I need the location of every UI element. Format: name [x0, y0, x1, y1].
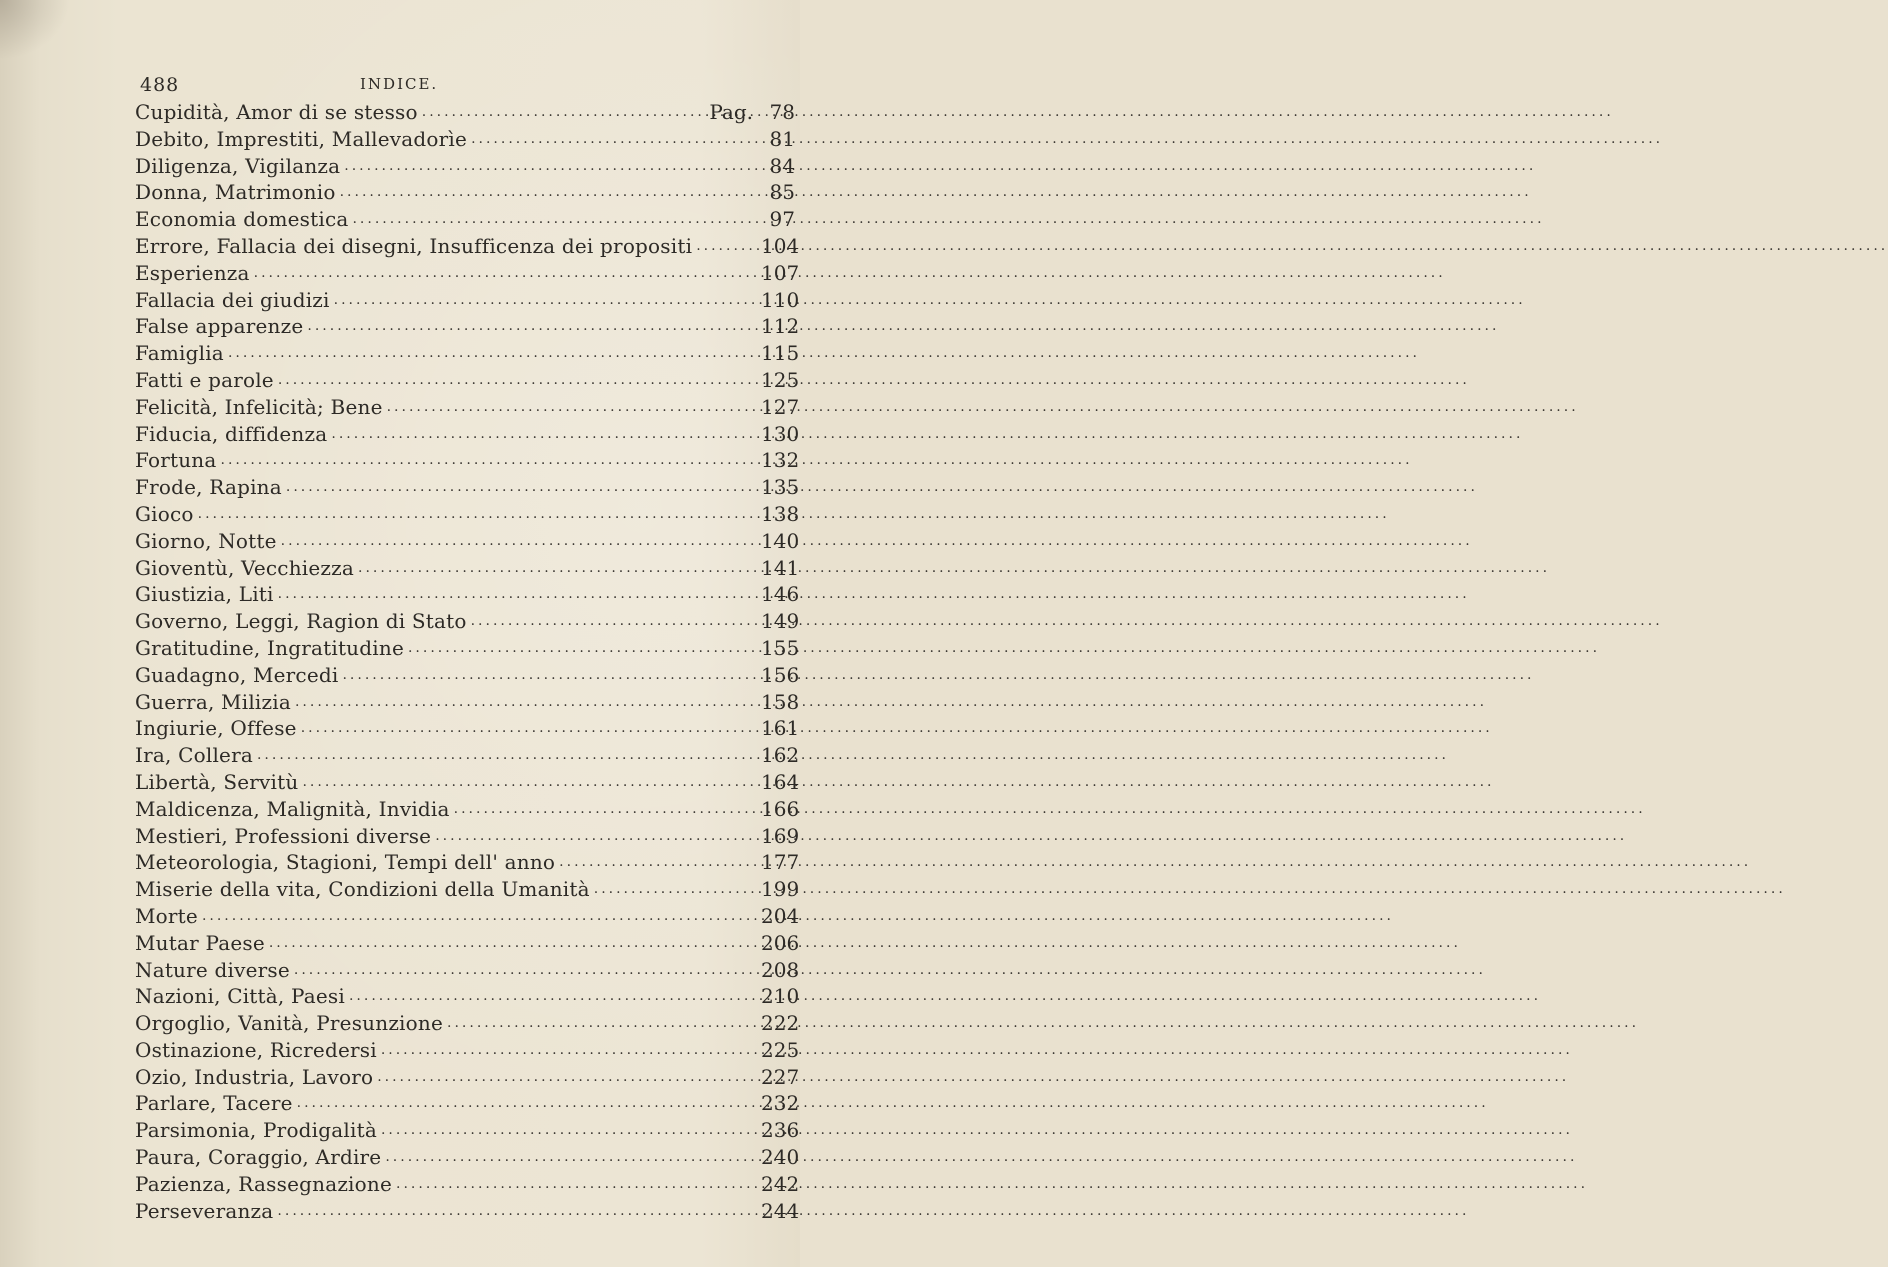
toc-entry: [135, 769, 800, 796]
table-of-contents: [135, 99, 800, 1224]
entry-title: Morte: [135, 903, 198, 928]
toc-entry: [135, 823, 800, 850]
entry-page-number: 177: [761, 850, 800, 875]
entry-page-number: 85: [769, 180, 795, 205]
entry-title: Miserie della vita, Condizioni della Umanità: [135, 877, 590, 902]
toc-entry: [135, 153, 795, 180]
toc-entry: [135, 501, 800, 528]
toc-entry: [135, 930, 800, 957]
entry-page-number: 169: [761, 823, 800, 848]
entry-page-number: 112: [761, 314, 800, 339]
entry-page-number: 225: [761, 1037, 800, 1062]
dot-leader: [269, 930, 757, 957]
dot-leader: [344, 153, 757, 180]
entry-title: Guadagno, Mercedi: [135, 662, 339, 687]
entry-page-number: 162: [761, 743, 800, 768]
entry-title: Ozio, Industria, Lavoro: [135, 1064, 374, 1089]
toc-entry: [135, 474, 800, 501]
entry-page-number: 164: [761, 769, 800, 794]
entry-page-number: 110: [761, 287, 800, 312]
entry-title: Felicità, Infelicità; Bene: [135, 394, 383, 419]
toc-entry: [135, 581, 800, 608]
entry-page-number: 78: [769, 100, 795, 124]
toc-entry: [135, 715, 800, 742]
dot-leader: [454, 796, 757, 823]
book-page: [0, 0, 800, 1267]
dot-leader: [295, 689, 757, 716]
toc-entry: [135, 179, 795, 206]
page-corner-shadow: [0, 0, 70, 60]
toc-entry: [135, 313, 800, 340]
toc-entry: [135, 1198, 800, 1225]
entry-title: Donna, Matrimonio: [135, 180, 336, 205]
toc-entry: [135, 233, 800, 260]
dot-leader: [471, 126, 757, 153]
entry-title: Famiglia: [135, 341, 224, 366]
entry-page-number: 166: [761, 796, 800, 821]
entry-title: Governo, Leggi, Ragion di Stato: [135, 609, 467, 634]
toc-entry: [135, 876, 800, 903]
dot-leader: [358, 555, 757, 582]
entry-title: Parsimonia, Prodigalità: [135, 1118, 377, 1143]
toc-entry: [135, 260, 800, 287]
entry-page-number: 81: [769, 126, 795, 151]
toc-entry: [135, 1090, 800, 1117]
entry-page-number: 236: [761, 1118, 800, 1143]
entry-page-number: 138: [761, 501, 800, 526]
entry-page-number: 222: [761, 1011, 800, 1036]
entry-page-number: 244: [761, 1198, 800, 1223]
dot-leader: [352, 206, 757, 233]
entry-title: Giorno, Notte: [135, 528, 277, 553]
entry-title: Mutar Paese: [135, 930, 265, 955]
entry-page-number: 210: [761, 984, 800, 1009]
entry-page-number: 240: [761, 1145, 800, 1170]
toc-entry: [135, 957, 800, 984]
toc-entry: [135, 662, 800, 689]
dot-leader: [254, 260, 757, 287]
entry-title: Mestieri, Professioni diverse: [135, 823, 432, 848]
entry-title: Ostinazione, Ricredersi: [135, 1037, 377, 1062]
dot-leader: [302, 769, 757, 796]
dot-leader: [349, 983, 757, 1010]
entry-title: Pazienza, Rassegnazione: [135, 1171, 393, 1196]
entry-title: Fatti e parole: [135, 367, 274, 392]
dot-leader: [294, 957, 757, 984]
entry-title: Maldicenza, Malignità, Invidia: [135, 796, 450, 821]
dot-leader: [422, 99, 706, 126]
toc-entry: [135, 1171, 800, 1198]
dot-leader: [381, 1117, 757, 1144]
entry-title: Fortuna: [135, 448, 217, 473]
dot-leader: [281, 528, 757, 555]
page-number: 488: [140, 74, 180, 96]
entry-page-number: 84: [769, 153, 795, 178]
entry-page-number: 141: [761, 555, 800, 580]
entry-page-number: 130: [761, 421, 800, 446]
entry-title: Frode, Rapina: [135, 475, 282, 500]
dot-leader: [331, 421, 757, 448]
toc-entry: [135, 340, 800, 367]
entry-page-number: 161: [761, 716, 800, 741]
entry-page-number: 155: [761, 635, 800, 660]
toc-entry: [135, 1144, 800, 1171]
toc-entry: [135, 528, 800, 555]
entry-title: Esperienza: [135, 260, 250, 285]
entry-page-number: 140: [761, 528, 800, 553]
entry-title: False apparenze: [135, 314, 304, 339]
dot-leader: [387, 394, 757, 421]
entry-page-number: 107: [761, 260, 800, 285]
running-head: [0, 74, 800, 98]
dot-leader: [202, 903, 757, 930]
toc-entry: [135, 983, 800, 1010]
entry-page-number: 204: [761, 903, 800, 928]
dot-leader: [297, 1090, 757, 1117]
entry-title: Orgoglio, Vanità, Presunzione: [135, 1011, 444, 1036]
toc-entry: [135, 447, 800, 474]
dot-leader: [221, 447, 757, 474]
dot-leader: [277, 1198, 757, 1225]
entry-page-number: 132: [761, 448, 800, 473]
entry-page-number: 115: [761, 341, 800, 366]
dot-leader: [447, 1010, 757, 1037]
entry-page-number: 208: [761, 957, 800, 982]
dot-leader: [435, 823, 757, 850]
entry-page-number: 146: [761, 582, 800, 607]
dot-leader: [301, 715, 757, 742]
entry-title: Perseveranza: [135, 1198, 274, 1223]
entry-page-number: 232: [761, 1091, 800, 1116]
dot-leader: [377, 1064, 757, 1091]
entry-title: Debito, Imprestiti, Mallevadorìe: [135, 126, 468, 151]
entry-title: Gioventù, Vecchiezza: [135, 555, 355, 580]
entry-page-number: 158: [761, 689, 800, 714]
entry-page-number: 149: [761, 609, 800, 634]
entry-title: Gratitudine, Ingratitudine: [135, 635, 404, 660]
entry-page-number: 199: [761, 877, 800, 902]
dot-leader: [257, 742, 757, 769]
dot-leader: [198, 501, 757, 528]
toc-entry: [135, 1037, 800, 1064]
entry-title: Libertà, Servitù: [135, 769, 299, 794]
entry-title: Nazioni, Città, Paesi: [135, 984, 345, 1009]
toc-entry: [135, 1117, 800, 1144]
dot-leader: [278, 367, 757, 394]
dot-leader: [278, 581, 757, 608]
toc-entry: [135, 635, 800, 662]
dot-leader: [342, 662, 757, 689]
toc-entry: [135, 555, 800, 582]
toc-entry: [135, 742, 800, 769]
toc-entry: [135, 367, 800, 394]
toc-entry: [135, 796, 800, 823]
dot-leader: [307, 313, 757, 340]
entry-title: Paura, Coraggio, Ardire: [135, 1145, 382, 1170]
entry-title: Nature diverse: [135, 957, 290, 982]
toc-entry: [135, 849, 800, 876]
entry-page-number: 156: [761, 662, 800, 687]
pag-label: Pag.: [709, 100, 753, 124]
toc-entry: [135, 126, 795, 153]
entry-title: Meteorologia, Stagioni, Tempi dell' anno: [135, 850, 556, 875]
entry-title: Economia domestica: [135, 207, 349, 232]
toc-entry: [135, 903, 800, 930]
dot-leader: [696, 233, 757, 260]
toc-entry: [135, 421, 800, 448]
entry-title: Ingiurie, Offese: [135, 716, 297, 741]
entry-title: Gioco: [135, 501, 194, 526]
entry-page-number: 127: [761, 394, 800, 419]
dot-leader: [340, 179, 757, 206]
dot-leader: [559, 849, 757, 876]
dot-leader: [594, 876, 757, 903]
toc-entry: [135, 689, 800, 716]
toc-entry: [135, 608, 800, 635]
entry-title: Ira, Collera: [135, 743, 253, 768]
dot-leader: [228, 340, 757, 367]
entry-page-number: 206: [761, 930, 800, 955]
entry-page-number: 97: [769, 207, 795, 232]
toc-entry: [135, 99, 795, 126]
dot-leader: [381, 1037, 757, 1064]
entry-title: Giustizia, Liti: [135, 582, 274, 607]
entry-page-number: 242: [761, 1171, 800, 1196]
entry-title: Guerra, Milizia: [135, 689, 291, 714]
toc-entry: [135, 1010, 800, 1037]
entry-title: Parlare, Tacere: [135, 1091, 293, 1116]
dot-leader: [408, 635, 757, 662]
entry-title: Fallacia dei giudizi: [135, 287, 330, 312]
entry-page-number: 135: [761, 475, 800, 500]
entry-title: Fiducia, diffidenza: [135, 421, 328, 446]
dot-leader: [471, 608, 757, 635]
toc-entry: [135, 287, 800, 314]
dot-leader: [385, 1144, 757, 1171]
entry-page-number: 125: [761, 367, 800, 392]
entry-title: Errore, Fallacia dei disegni, Insufficenza dei propositi: [135, 233, 693, 258]
toc-entry: [135, 394, 800, 421]
entry-page-number: 227: [761, 1064, 800, 1089]
dot-leader: [286, 474, 757, 501]
entry-page-number: 104: [761, 233, 800, 258]
dot-leader: [334, 287, 757, 314]
entry-title: Cupidità, Amor di se stesso: [135, 100, 418, 124]
toc-entry: [135, 1064, 800, 1091]
header-title: INDICE.: [360, 75, 439, 93]
entry-title: Diligenza, Vigilanza: [135, 153, 341, 178]
toc-entry: [135, 206, 795, 233]
dot-leader: [396, 1171, 757, 1198]
